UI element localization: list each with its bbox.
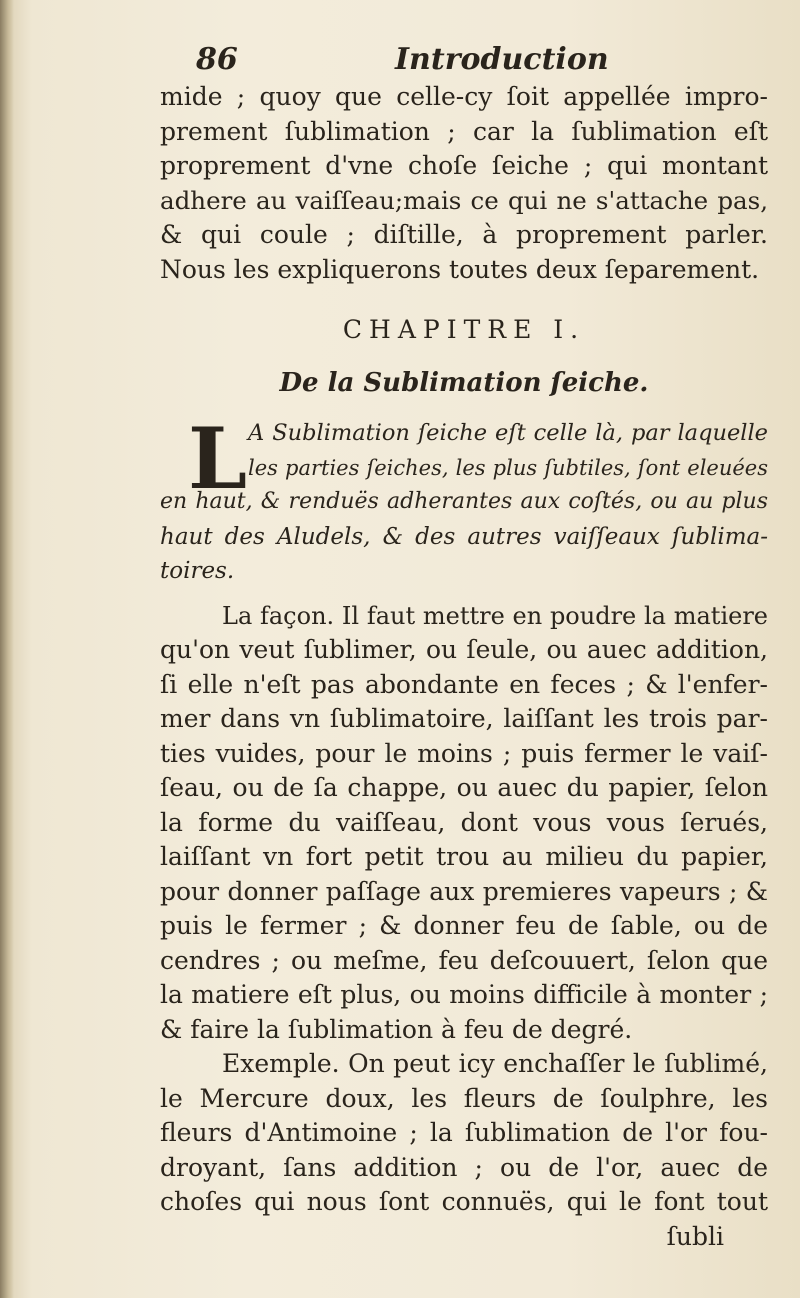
running-head: Introduction	[395, 42, 609, 77]
text-line: ſi elle n'eſt pas abondante en feces ; & l'enfer-	[160, 669, 768, 699]
drop-cap: L	[188, 409, 248, 508]
text-line: laiſſant vn fort petit trou au milieu du papier,	[160, 842, 768, 871]
text-line: & qui coule ; diſtille, à proprement parler.	[160, 220, 768, 249]
text-line: A Sublimation ſeiche eſt celle là, par laquelle	[248, 420, 768, 446]
text-line: qu'on veut ſublimer, ou ſeule, ou auec addition,	[160, 635, 768, 664]
text-line: puis le fermer ; & donner feu de ſable, ou de	[160, 911, 768, 940]
page-header	[160, 30, 768, 80]
text-line: fleurs d'Antimoine ; la ſublimation de l'or fou-	[160, 1118, 768, 1147]
text-line: Nous les expliquerons toutes deux ſeparement.	[160, 254, 760, 284]
text-line: choſes qui nous ſont connuës, qui le font tout	[160, 1187, 768, 1216]
definition-paragraph	[160, 409, 768, 589]
text-line: toires.	[160, 558, 235, 584]
text-line: ſeau, ou de ſa chappe, ou auec du papier, ſelon	[160, 773, 768, 802]
catchword: ſubli	[666, 1221, 724, 1251]
text-line: le Mercure doux, les fleurs de ſoulphre, les	[160, 1083, 768, 1113]
text-line: prement ſublimation ; car la ſublimation eſt	[160, 116, 768, 146]
text-line: haut des Aludels, & des autres vaiſſeaux ſublima-	[160, 523, 768, 550]
text-line: Exemple. On peut icy enchaſſer le ſublimé,	[222, 1049, 768, 1078]
text-line: la matiere eſt plus, ou moins difficile à monter ;	[160, 980, 768, 1009]
page-number: 86	[196, 42, 238, 77]
text-line: mer dans vn ſublimatoire, laiſſant les trois par-	[160, 704, 768, 733]
intro-paragraph	[160, 80, 768, 287]
text-line: mide ; quoy que celle-cy ſoit appellée impro-	[160, 82, 768, 111]
text-line: pour donner paſſage aux premieres vapeurs ; &	[160, 876, 768, 906]
text-line: les parties ſeiches, les plus ſubtiles, ſont eleuées	[248, 455, 768, 480]
text-line: droyant, ſans addition ; ou de l'or, auec de	[160, 1152, 768, 1182]
chapter-heading: CHAPITRE I.	[342, 315, 586, 344]
exemple-paragraph	[160, 1047, 768, 1220]
text-line: ties vuides, pour le moins ; puis fermer le vaiſ-	[160, 738, 768, 768]
text-line: cendres ; ou meſme, feu deſcouuert, ſelon que	[160, 945, 768, 975]
text-line: en haut, & renduës adherantes aux coſtés, ou au plus	[160, 489, 768, 514]
text-line: adhere au vaiſſeau;mais ce qui ne s'attache pas,	[160, 185, 768, 215]
binding-gutter	[0, 0, 14, 1298]
text-line: la forme du vaiſſeau, dont vous vous ſerués,	[160, 807, 768, 837]
text-line: La façon. Il faut mettre en poudre la matiere	[222, 601, 768, 630]
text-line: & faire la ſublimation à feu de degré.	[160, 1014, 633, 1044]
facon-paragraph	[160, 599, 768, 1048]
chapter-title: De la Sublimation ſeiche.	[279, 367, 649, 398]
text-line: proprement d'vne choſe ſeiche ; qui montant	[160, 151, 768, 180]
text-block	[160, 30, 768, 1254]
